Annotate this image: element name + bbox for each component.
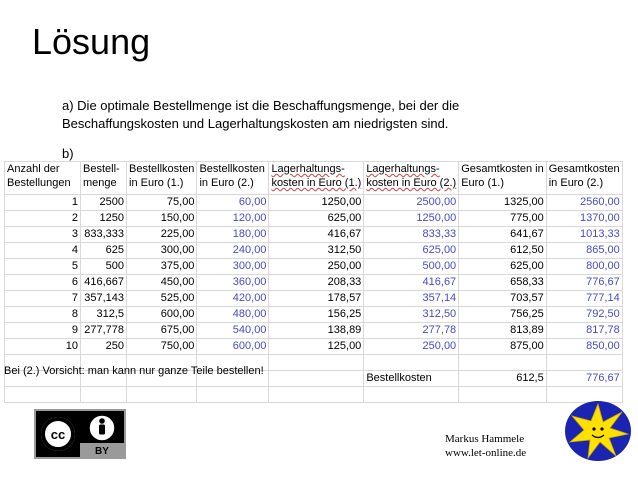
part-a-line-2: Beschaffungskosten und Lagerhaltungskosten am niedrigsten sind.	[62, 116, 449, 131]
table-row	[5, 275, 623, 291]
header-cell: Anzahl der Bestellungen	[5, 162, 81, 195]
table-row	[5, 227, 623, 243]
table-cell: 1250,00	[269, 195, 364, 211]
author-website: www.let-online.de	[445, 447, 527, 459]
table-cell: 75,00	[127, 195, 197, 211]
table-cell: 625	[81, 243, 127, 259]
table-cell: 416,667	[81, 275, 127, 291]
table-row	[5, 195, 623, 211]
table-cell: 1370,00	[546, 211, 622, 227]
table-cell: 7	[5, 291, 81, 307]
table-cell: 865,00	[546, 243, 622, 259]
header-cell: Lagerhaltungs- kosten in Euro (2.)	[364, 162, 459, 195]
table-cell	[269, 371, 364, 387]
table-cell: 500,00	[364, 259, 459, 275]
part-a-text	[62, 97, 582, 133]
table-cell: 208,33	[269, 275, 364, 291]
table-cell: 312,50	[364, 307, 459, 323]
table-row	[5, 259, 623, 275]
table-cell: 357,14	[364, 291, 459, 307]
table-cell: 1250	[81, 211, 127, 227]
table-cell: 277,78	[364, 323, 459, 339]
table-cell: 250,00	[364, 339, 459, 355]
table-cell: 3	[5, 227, 81, 243]
table-cell: 4	[5, 243, 81, 259]
table-cell: 8	[5, 307, 81, 323]
attribution-person-icon	[89, 415, 115, 441]
table-row	[5, 291, 623, 307]
table-cell: 675,00	[127, 323, 197, 339]
table-cell: 312,50	[269, 243, 364, 259]
table-cell: 416,67	[269, 227, 364, 243]
table-header-row	[5, 162, 623, 195]
slide-title: Lösung	[32, 21, 151, 62]
table-cell: 2500,00	[364, 195, 459, 211]
table-cell: 775,00	[459, 211, 547, 227]
table-cell: 850,00	[546, 339, 622, 355]
table-cell: 1013,33	[546, 227, 622, 243]
table-cell: 9	[5, 323, 81, 339]
table-row	[5, 307, 623, 323]
creative-commons-icon	[40, 416, 76, 452]
table-row	[5, 211, 623, 227]
table-row	[5, 243, 623, 259]
table-cell: 525,00	[127, 291, 197, 307]
table-cell: 777,14	[546, 291, 622, 307]
table-cell: 625,00	[269, 211, 364, 227]
table-cell: 641,67	[459, 227, 547, 243]
by-label: BY	[95, 446, 109, 457]
table-cell: 2	[5, 211, 81, 227]
table-cell: 60,00	[197, 195, 269, 211]
table-cell: 357,143	[81, 291, 127, 307]
table-cell: 420,00	[197, 291, 269, 307]
table-cell: 612,50	[459, 243, 547, 259]
table-cell: 600,00	[127, 307, 197, 323]
table-cell: 1250,00	[364, 211, 459, 227]
header-cell: Lagerhaltungs- kosten in Euro (1.)	[269, 162, 364, 195]
author-name: Markus Hammele	[445, 433, 525, 445]
part-b-label: b)	[62, 146, 74, 161]
table-cell: 875,00	[459, 339, 547, 355]
table-cell: 800,00	[546, 259, 622, 275]
table-cell: 480,00	[197, 307, 269, 323]
table-cell: 180,00	[197, 227, 269, 243]
table-cell: 416,67	[364, 275, 459, 291]
table-cell: 750,00	[127, 339, 197, 355]
cc-mark-text: cc	[50, 427, 66, 442]
table-cell: 375,00	[127, 259, 197, 275]
table-cell: 10	[5, 339, 81, 355]
table-cell: 756,25	[459, 307, 547, 323]
table-cell: 792,50	[546, 307, 622, 323]
header-cell: Bestellkosten in Euro (2.)	[197, 162, 269, 195]
table-cell: 450,00	[127, 275, 197, 291]
table-cell: 6	[5, 275, 81, 291]
table-cell: 125,00	[269, 339, 364, 355]
table-cell: 300,00	[127, 243, 197, 259]
part-a-line-1: a) Die optimale Bestellmenge ist die Beschaffungsmenge, bei der die	[62, 98, 460, 113]
header-cell: Bestell- menge	[81, 162, 127, 195]
table-cell: 1	[5, 195, 81, 211]
table-cell: 150,00	[127, 211, 197, 227]
table-cell: 625,00	[459, 259, 547, 275]
table-cell: 817,78	[546, 323, 622, 339]
table-cell: 178,57	[269, 291, 364, 307]
table-cell: 703,57	[459, 291, 547, 307]
table-cell: 600,00	[197, 339, 269, 355]
table-cell: 360,00	[197, 275, 269, 291]
warning-note: Bei (2.) Vorsicht: man kann nur ganze Teile bestellen!	[4, 365, 264, 377]
table-row	[5, 323, 623, 339]
sun-star-logo-icon	[564, 400, 632, 462]
summary-value-2: 776,67	[546, 371, 622, 387]
author-block	[445, 432, 526, 460]
table-cell: 250	[81, 339, 127, 355]
table-cell: 813,89	[459, 323, 547, 339]
cc-by-license-badge	[34, 409, 126, 459]
table-cell: 625,00	[364, 243, 459, 259]
table-cell: 540,00	[197, 323, 269, 339]
table-cell: 833,333	[81, 227, 127, 243]
table-cell: 2560,00	[546, 195, 622, 211]
table-cell: 1325,00	[459, 195, 547, 211]
summary-label: Bestellkosten	[364, 371, 459, 387]
table-cell: 312,5	[81, 307, 127, 323]
table-cell: 225,00	[127, 227, 197, 243]
header-cell: Bestellkosten in Euro (1.)	[127, 162, 197, 195]
table-cell: 833,33	[364, 227, 459, 243]
table-cell: 120,00	[197, 211, 269, 227]
table-cell: 500	[81, 259, 127, 275]
table-cell: 240,00	[197, 243, 269, 259]
header-cell: Gesamtkosten in Euro (1.)	[459, 162, 547, 195]
table-cell: 250,00	[269, 259, 364, 275]
summary-value-1: 612,5	[459, 371, 547, 387]
table-cell: 5	[5, 259, 81, 275]
empty-row	[5, 387, 623, 403]
header-cell: Gesamtkosten in Euro (2.)	[546, 162, 622, 195]
table-cell: 658,33	[459, 275, 547, 291]
table-cell: 138,89	[269, 323, 364, 339]
table-cell: 2500	[81, 195, 127, 211]
table-cell: 156,25	[269, 307, 364, 323]
table-cell: 300,00	[197, 259, 269, 275]
table-cell: 277,778	[81, 323, 127, 339]
table-cell: 776,67	[546, 275, 622, 291]
table-row	[5, 339, 623, 355]
